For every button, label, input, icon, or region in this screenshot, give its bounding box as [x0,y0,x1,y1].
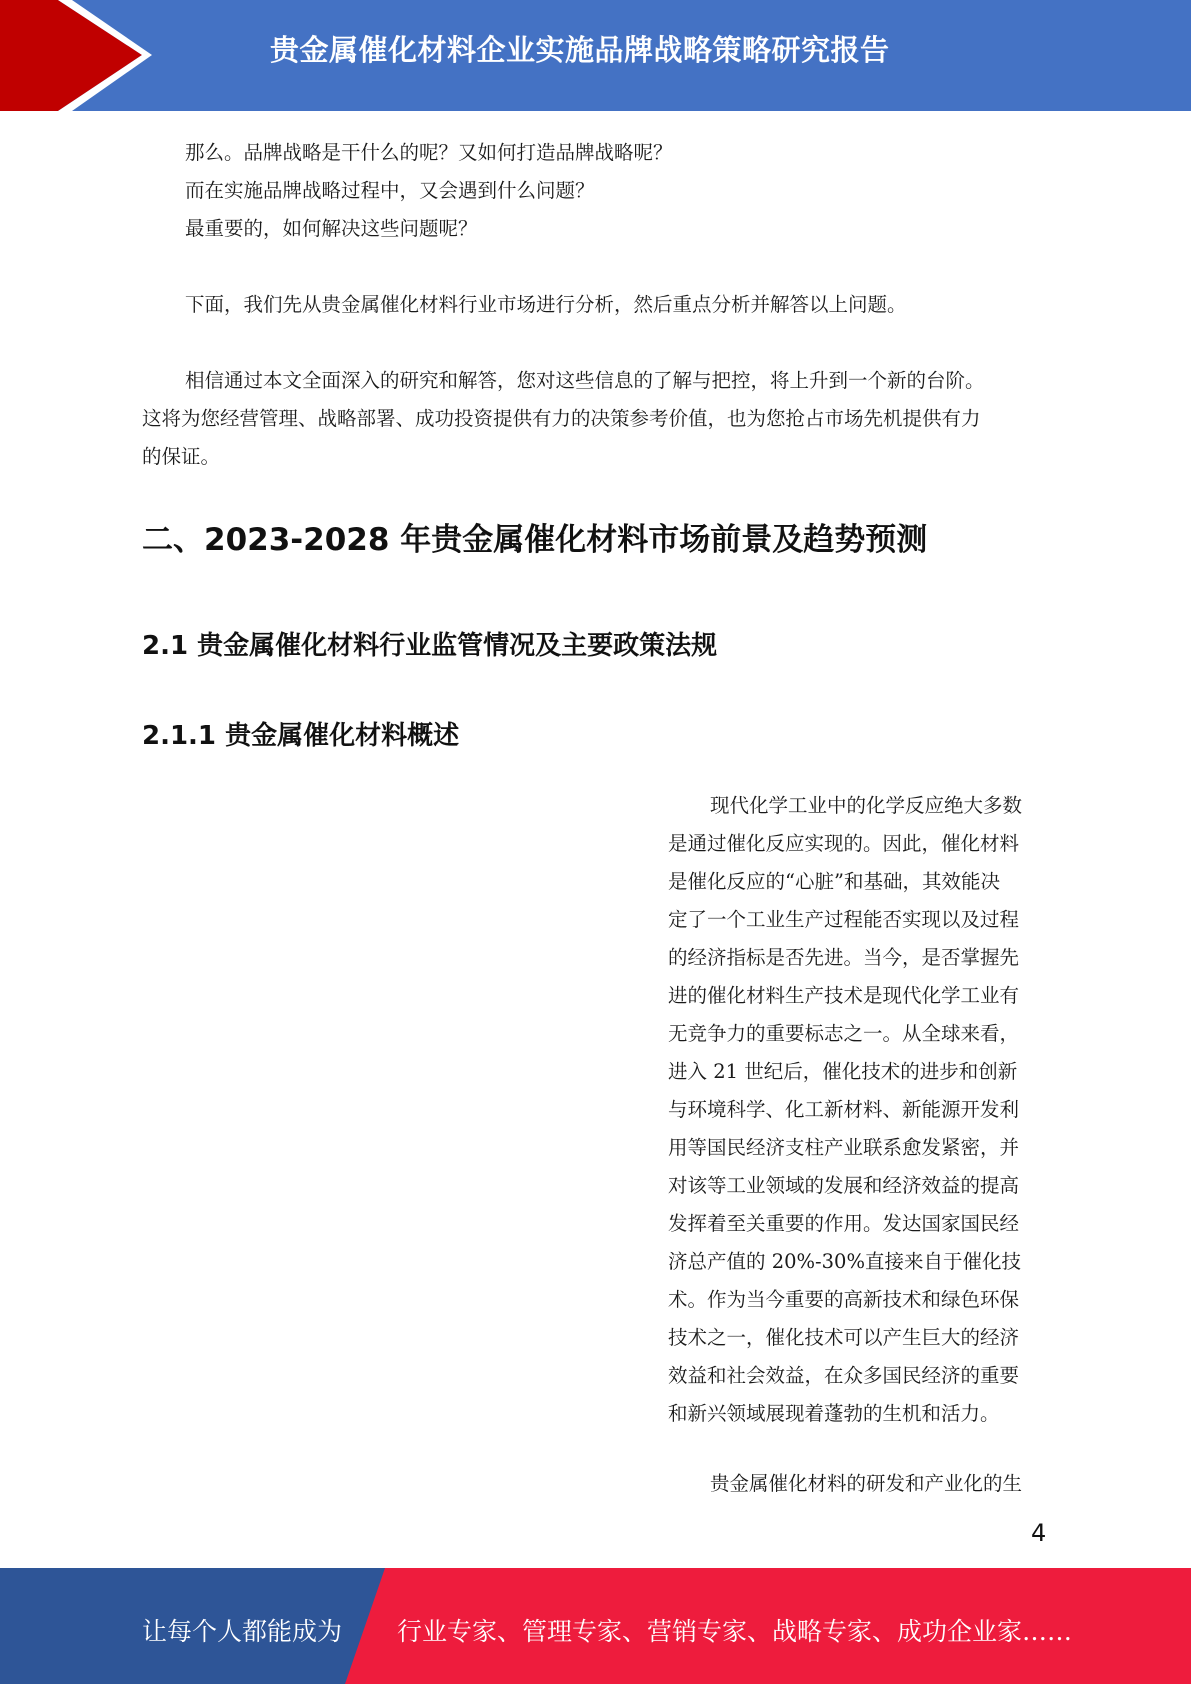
column-line: 与环境科学、化工新材料、新能源开发利 [668,1098,1020,1121]
intro-question-3: 最重要的，如何解决这些问题呢？ [185,217,478,240]
section-heading: 二、2023-2028 年贵金属催化材料市场前景及趋势预测 [142,522,928,558]
footer-slogan-right: 行业专家、管理专家、营销专家、战略专家、成功企业家…… [397,1617,1073,1646]
footer-slogan-left: 让每个人都能成为 [142,1617,343,1646]
page-header [0,0,1191,111]
paragraph-line: 这将为您经营管理、战略部署、成功投资提供有力的决策参考价值，也为您抢占市场先机提供有力 [142,407,981,430]
column-line: 贵金属催化材料的研发和产业化的生 [710,1472,1023,1495]
column-line: 定了一个工业生产过程能否实现以及过程 [668,908,1020,931]
page-footer [0,1568,1191,1684]
column-line: 进的催化材料生产技术是现代化学工业有 [668,984,1020,1007]
column-line: 和新兴领域展现着蓬勃的生机和活力。 [668,1402,1000,1425]
page-number: 4 [1031,1519,1047,1547]
column-line: 对该等工业领域的发展和经济效益的提高 [668,1174,1020,1197]
report-title: 贵金属催化材料企业实施品牌战略策略研究报告 [270,33,890,67]
column-line: 效益和社会效益，在众多国民经济的重要 [668,1364,1020,1387]
column-line: 是通过催化反应实现的。因此，催化材料 [668,832,1020,855]
column-line: 进入 21 世纪后，催化技术的进步和创新 [668,1060,1018,1083]
column-line: 术。作为当今重要的高新技术和绿色环保 [668,1288,1020,1311]
subsubsection-heading: 2.1.1 贵金属催化材料概述 [142,721,460,751]
column-line: 用等国民经济支柱产业联系愈发紧密，并 [668,1136,1020,1159]
column-line: 的经济指标是否先进。当今，是否掌握先 [668,946,1020,969]
paragraph-line: 相信通过本文全面深入的研究和解答，您对这些信息的了解与把控，将上升到一个新的台阶。 [185,369,985,392]
column-line: 技术之一，催化技术可以产生巨大的经济 [668,1326,1020,1349]
intro-paragraph-2 [142,362,1047,476]
subsection-heading: 2.1 贵金属催化材料行业监管情况及主要政策法规 [142,631,718,661]
column-line: 是催化反应的“心脏”和基础，其效能决 [668,870,1000,893]
column-line: 现代化学工业中的化学反应绝大多数 [710,794,1023,817]
intro-question-1: 那么。品牌战略是干什么的呢？又如何打造品牌战略呢？ [185,141,673,164]
column-continuation [668,1465,1048,1503]
overview-text-column [668,787,1048,1433]
paragraph-line: 的保证。 [142,445,221,468]
column-line: 发挥着至关重要的作用。发达国家国民经 [668,1212,1020,1235]
column-line: 无竞争力的重要标志之一。从全球来看， [668,1022,1020,1045]
intro-paragraph-1: 下面，我们先从贵金属催化材料行业市场进行分析，然后重点分析并解答以上问题。 [185,293,907,316]
intro-question-2: 而在实施品牌战略过程中，又会遇到什么问题？ [185,179,595,202]
column-line: 济总产值的 20%-30%直接来自于催化技 [668,1250,1021,1273]
